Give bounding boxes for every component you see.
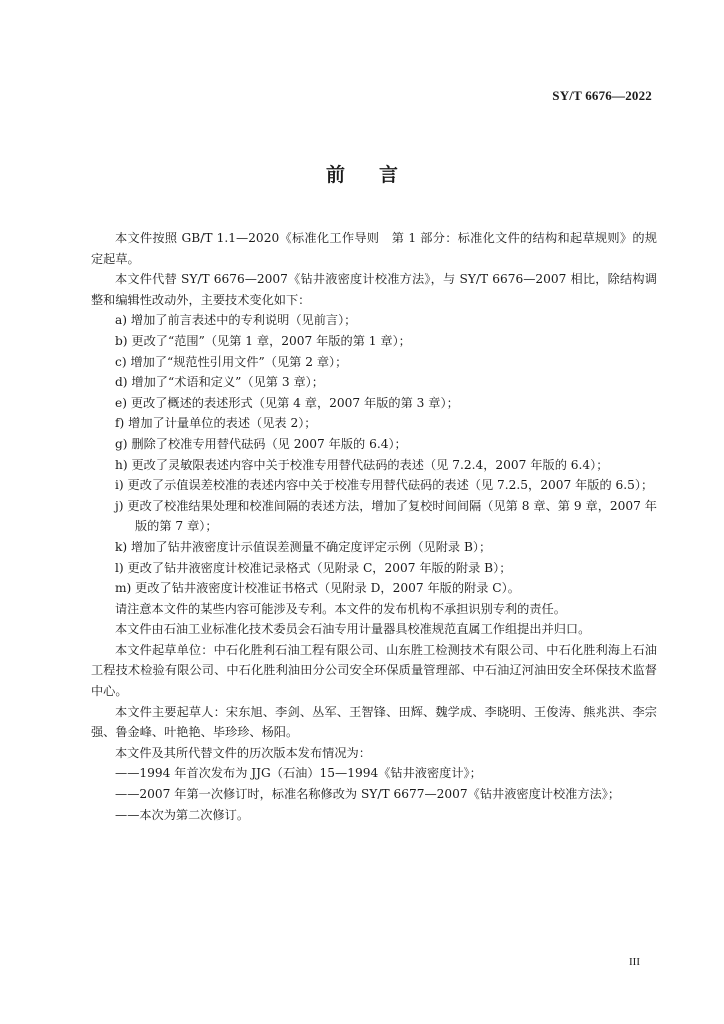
change-item-b: b) 更改了“范围”（见第 1 章，2007 年版的第 1 章）； xyxy=(115,333,411,348)
history-item-current: ——本次为第二次修订。 xyxy=(115,807,250,822)
paragraph-drafting-rules: 本文件按照 GB/T 1.1—2020《标准化工作导则 第 1 部分：标准化文件的结构和起草规则》的规定起草。 xyxy=(91,231,657,266)
change-item-k: k) 增加了钻井液密度计示值误差测量不确定度评定示例（见附录 B）； xyxy=(115,539,492,554)
change-item-l: l) 更改了钻井液密度计校准记录格式（见附录 C，2007 年版的附录 B）； xyxy=(115,560,512,575)
paragraph-replacement: 本文件代替 SY/T 6676—2007《钻井液密度计校准方法》，与 SY/T 6676—2007 相比，除结构调整和编辑性改动外，主要技术变化如下： xyxy=(91,272,657,307)
change-item-j: j) 更改了校准结果处理和校准间隔的表述方法，增加了复校时间间隔（见第 8 章、第 9 章，2007 年版的第 7 章）； xyxy=(115,498,657,534)
page-title: 前言 xyxy=(325,164,432,186)
change-item-g: g) 删除了校准专用替代砝码（见 2007 年版的 6.4）； xyxy=(115,436,407,451)
change-item-e: e) 更改了概述的表述形式（见第 4 章，2007 年版的第 3 章）； xyxy=(115,395,459,410)
paragraph-proposer: 本文件由石油工业标准化技术委员会石油专用计量器具校准规范直属工作组提出并归口。 xyxy=(115,622,591,637)
standard-code: SY/T 6676—2022 xyxy=(552,88,652,103)
paragraph-drafting-units: 本文件起草单位：中石化胜利石油工程有限公司、山东胜工检测技术有限公司、中石化胜利海上石油工程技术检验有限公司、中石化胜利油田分公司安全环保质量管理部、中石油辽河油田安全环保技术监督中心。 xyxy=(91,642,657,699)
change-item-f: f) 增加了计量单位的表述（见表 2）； xyxy=(115,416,317,431)
change-item-m: m) 更改了钻井液密度计校准证书格式（见附录 D，2007 年版的附录 C）。 xyxy=(115,581,520,596)
paragraph-drafters: 本文件主要起草人：宋东旭、李剑、丛军、王智锋、田辉、魏学成、李晓明、王俊涛、熊兆洪、李宗强、鲁金峰、叶艳艳、毕珍珍、杨阳。 xyxy=(91,704,657,740)
foreword-body xyxy=(91,228,657,825)
page-number: III xyxy=(629,956,640,968)
paragraph-history-intro: 本文件及其所代替文件的历次版本发布情况为： xyxy=(115,745,371,760)
history-item-2007: ——2007 年第一次修订时，标准名称修改为 SY/T 6677—2007《钻井液密度计校准方法》； xyxy=(115,787,621,802)
change-item-i: i) 更改了示值误差校准的表述内容中关于校准专用替代砝码的表述（见 7.2.5，2007 年版的 6.5）； xyxy=(115,478,654,493)
change-item-d: d) 增加了“术语和定义”（见第 3 章）； xyxy=(115,375,324,390)
change-item-h: h) 更改了灵敏限表述内容中关于校准专用替代砝码的表述（见 7.2.4，2007 年版的 6.4）； xyxy=(115,457,609,472)
paragraph-patent-notice: 请注意本文件的某些内容可能涉及专利。本文件的发布机构不承担识别专利的责任。 xyxy=(115,601,566,616)
change-item-c: c) 增加了“规范性引用文件”（见第 2 章）； xyxy=(115,354,348,369)
history-item-1994: ——1994 年首次发布为 JJG（石油）15—1994《钻井液密度计》； xyxy=(115,766,482,781)
change-item-a: a) 增加了前言表述中的专利说明（见前言）； xyxy=(115,313,357,328)
